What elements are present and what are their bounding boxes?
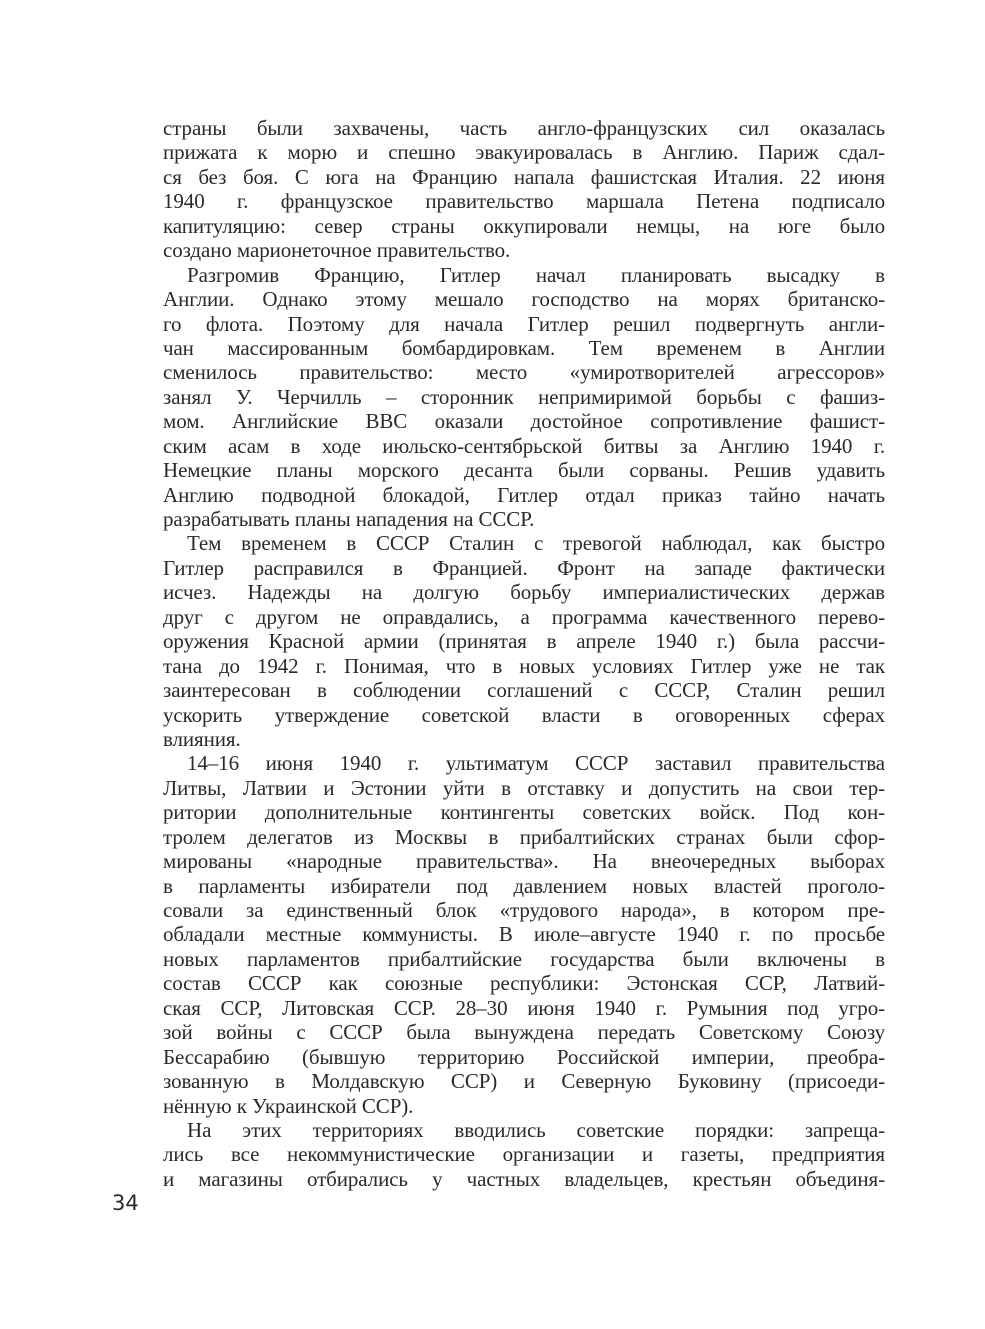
page-number: 34 <box>112 1191 139 1215</box>
text-line: страны были захвачены, часть англо-французских сил оказалась <box>163 116 885 140</box>
text-line: Разгромив Францию, Гитлер начал планировать высадку в <box>187 262 885 287</box>
text-line: заинтересован в соблюдении соглашений с СССР, Сталин решил <box>163 678 885 703</box>
text-line: влияния. <box>163 726 241 751</box>
text-line: Бессарабию (бывшую территорию Российской империи, преобра- <box>163 1044 885 1069</box>
text-line: чан массированным бомбардировкам. Тем временем в Англии <box>163 335 885 360</box>
text-line: создано марионеточное правительство. <box>163 238 511 263</box>
text-line: исчез. Надежды на долгую борьбу империалистических держав <box>163 580 885 605</box>
text-line: лись все некоммунистические организации и газеты, предприятия <box>163 1142 885 1167</box>
text-line: мом. Английские ВВС оказали достойное сопротивление фашист- <box>163 409 885 434</box>
text-line: 14–16 июня 1940 г. ультиматум СССР заставил правительства <box>187 751 885 776</box>
text-line: новых парламентов прибалтийские государства были включены в <box>163 946 885 971</box>
text-line: обладали местные коммунисты. В июле–августе 1940 г. по просьбе <box>163 922 885 947</box>
text-line: занял У. Черчилль – сторонник непримиримой борьбы с фашиз- <box>163 384 885 409</box>
text-line: оружения Красной армии (принятая в апреле 1940 г.) была рассчи- <box>163 629 885 654</box>
text-line: Литвы, Латвии и Эстонии уйти в отставку и допустить на свои тер- <box>163 775 885 800</box>
text-line: в парламенты избиратели под давлением новых властей проголо- <box>163 873 885 898</box>
text-line: совали за единственный блок «трудового народа», в котором пре- <box>163 898 885 922</box>
text-line: прижата к морю и спешно эвакуировалась в Англию. Париж сдал- <box>163 140 885 165</box>
text-line: сменилось правительство: место «умиротворителей агрессоров» <box>163 360 885 385</box>
text-line: и магазины отбирались у частных владельцев, крестьян объединя- <box>163 1166 885 1191</box>
paragraph <box>163 116 885 263</box>
page-body-text <box>163 116 885 1191</box>
text-line: ускорить утверждение советской власти в оговоренных сферах <box>163 702 885 727</box>
text-line: друг с другом не оправдались, а программа качественного перево- <box>163 604 885 629</box>
text-line: Англию подводной блокадой, Гитлер отдал приказ тайно начать <box>163 482 885 507</box>
text-line: зованную в Молдавскую ССР) и Северную Буковину (присоеди- <box>163 1069 885 1094</box>
text-line: тана до 1942 г. Понимая, что в новых условиях Гитлер уже не так <box>163 653 885 678</box>
text-line: Англии. Однако этому мешало господство на морях британско- <box>163 287 885 312</box>
paragraph <box>163 263 885 532</box>
text-line: зой войны с СССР была вынуждена передать Советскому Союзу <box>163 1020 885 1045</box>
text-line: ритории дополнительные контингенты советских войск. Под кон- <box>163 800 885 825</box>
paragraph <box>163 751 885 1118</box>
text-line: нённую к Украинской ССР). <box>163 1093 414 1118</box>
text-line: мированы «народные правительства». На внеочередных выборах <box>163 849 885 874</box>
text-line: Тем временем в СССР Сталин с тревогой наблюдал, как быстро <box>187 531 885 556</box>
text-line: тролем делегатов из Москвы в прибалтийских странах были сфор- <box>163 824 885 849</box>
paragraph <box>163 531 885 751</box>
text-line: На этих территориях вводились советские порядки: запреща- <box>187 1117 885 1142</box>
text-line: разрабатывать планы нападения на СССР. <box>163 507 535 531</box>
paragraph <box>163 1118 885 1191</box>
text-line: капитуляцию: север страны оккупировали немцы, на юге было <box>163 213 885 238</box>
text-line: Гитлер расправился в Францией. Фронт на западе фактически <box>163 555 885 580</box>
text-line: ским асам в ходе июльско-сентябрьской битвы за Англию 1940 г. <box>163 433 885 458</box>
text-line: состав СССР как союзные республики: Эстонская ССР, Латвий- <box>163 971 885 996</box>
text-line: 1940 г. французское правительство маршала Петена подписало <box>163 189 885 214</box>
text-line: Немецкие планы морского десанта были сорваны. Решив удавить <box>163 458 885 483</box>
text-line: ская ССР, Литовская ССР. 28–30 июня 1940 г. Румыния под угро- <box>163 995 885 1020</box>
text-line: ся без боя. С юга на Францию напала фашистская Италия. 22 июня <box>163 164 885 189</box>
text-line: го флота. Поэтому для начала Гитлер решил подвергнуть англи- <box>163 311 885 336</box>
